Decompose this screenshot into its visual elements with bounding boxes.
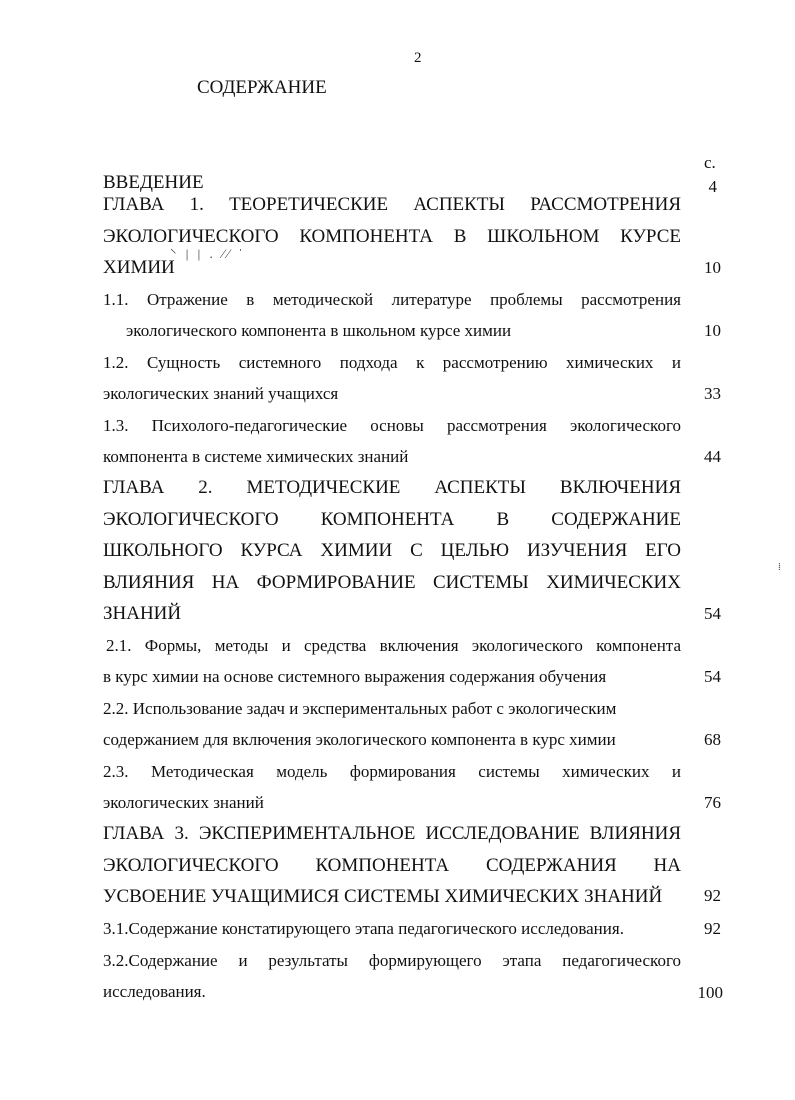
toc-section-2-2-line2: содержанием для включения экологического компонента в курс химии [103,730,616,749]
toc-section-2-1-line2: в курс химии на основе системного выражения содержания обучения [103,667,607,686]
toc-chapter3-line2: ЭКОЛОГИЧЕСКОГО КОМПОНЕНТА СОДЕРЖАНИЯ НА [103,855,681,876]
toc-section-2-3-line2: экологических знаний [103,793,264,812]
toc-chapter1-line1: ГЛАВА 1. ТЕОРЕТИЧЕСКИЕ АСПЕКТЫ РАССМОТРЕНИЯ [103,194,681,215]
toc-section-3-2-line2: исследования. [103,982,206,1001]
toc-chapter1-line3: ХИМИИ [103,257,175,278]
toc-chapter2-line3: ШКОЛЬНОГО КУРСА ХИМИИ С ЦЕЛЬЮ ИЗУЧЕНИЯ ЕГО [103,540,681,561]
toc-section-1-1-page: 10 [704,321,721,340]
toc-section-2-1-line1: 2.1. Формы, методы и средства включения экологического компонента [106,636,681,655]
toc-intro-title: ВВЕДЕНИЕ [103,172,204,193]
toc-chapter1-line2: ЭКОЛОГИЧЕСКОГО КОМПОНЕНТА В ШКОЛЬНОМ КУРСЕ [103,226,681,247]
page-title: СОДЕРЖАНИЕ [197,77,327,98]
toc-section-1-3-line2: компонента в системе химических знаний [103,447,409,466]
toc-section-3-1-line1: 3.1.Содержание констатирующего этапа педагогического исследования. [103,919,624,938]
handwritten-mark: ⸌ | | . ⁄⁄ ˈ [170,246,246,261]
toc-section-3-1-page: 92 [704,919,721,938]
toc-chapter3-line3: УСВОЕНИЕ УЧАЩИМИСЯ СИСТЕМЫ ХИМИЧЕСКИХ ЗНАНИЙ [103,886,663,907]
toc-chapter3-page: 92 [704,886,721,905]
toc-chapter2-page: 54 [704,604,721,623]
toc-chapter2-line5: ЗНАНИЙ [103,603,182,624]
toc-section-3-2-page: 100 [697,983,723,1002]
toc-section-3-2-line1: 3.2.Содержание и результаты формирующего этапа педагогического [103,951,681,970]
toc-intro-page: 4 [708,177,717,196]
margin-mark: ⁞ [778,562,781,573]
toc-section-1-3-line1: 1.3. Психолого-педагогические основы рассмотрения экологического [103,416,681,435]
toc-section-2-1-page: 54 [704,667,721,686]
toc-section-2-2-page: 68 [704,730,721,749]
toc-chapter2-line1: ГЛАВА 2. МЕТОДИЧЕСКИЕ АСПЕКТЫ ВКЛЮЧЕНИЯ [103,477,681,498]
toc-section-1-2-line2: экологических знаний учащихся [103,384,339,403]
toc-chapter2-line2: ЭКОЛОГИЧЕСКОГО КОМПОНЕНТА В СОДЕРЖАНИЕ [103,509,681,530]
toc-section-1-1-line1: 1.1. Отражение в методической литературе проблемы рассмотрения [103,290,681,309]
toc-section-2-2-line1: 2.2. Использование задач и экспериментальных работ с экологическим [103,699,617,718]
toc-section-1-3-page: 44 [704,447,721,466]
toc-chapter2-line4: ВЛИЯНИЯ НА ФОРМИРОВАНИЕ СИСТЕМЫ ХИМИЧЕСКИХ [103,572,681,593]
toc-section-1-1-line2: экологического компонента в школьном курсе химии [126,321,512,340]
toc-section-1-2-line1: 1.2. Сущность системного подхода к рассмотрению химических и [103,353,681,372]
toc-chapter1-page: 10 [704,258,721,277]
page-column-label: с. [704,153,716,172]
toc-chapter3-line1: ГЛАВА 3. ЭКСПЕРИМЕНТАЛЬНОЕ ИССЛЕДОВАНИЕ ВЛИЯНИЯ [103,823,681,844]
page-number: 2 [414,50,422,66]
toc-section-2-3-page: 76 [704,793,721,812]
toc-section-2-3-line1: 2.3. Методическая модель формирования системы химических и [103,762,681,781]
toc-section-1-2-page: 33 [704,384,721,403]
